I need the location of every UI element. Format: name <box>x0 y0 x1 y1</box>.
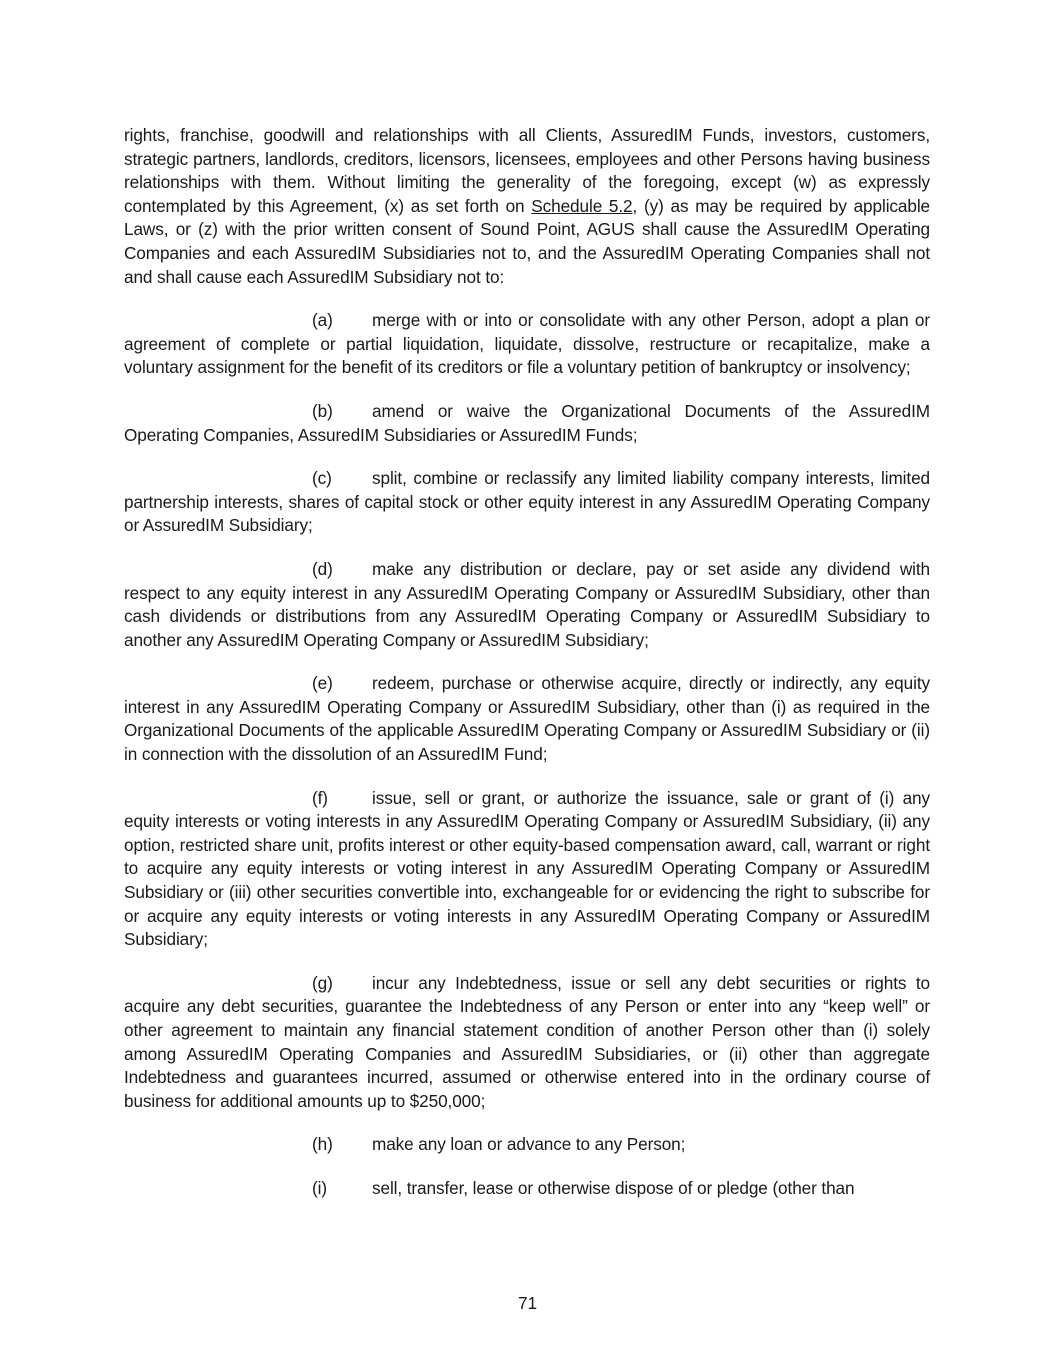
intro-text-part2: , (y) as may be required by applicable Laws, or (z) with the prior written consent of Sound Point, AGUS shall cause the AssuredIM Operating Companies and each AssuredIM Subsidiaries not to, and the AssuredIM Operating Companies shall not and shall cause each AssuredIM Subsidiary not to: <box>124 195 931 287</box>
clause-label: (e) <box>312 673 333 694</box>
page-number: 71 <box>517 1293 538 1313</box>
clause-text: amend or waive the Organizational Documents of the AssuredIM Operating Companies, AssuredIM Subsidiaries or AssuredIM Funds; <box>124 400 930 445</box>
schedule-reference: Schedule 5.2 <box>531 195 633 216</box>
document-body <box>124 124 930 1221</box>
clause-text: split, combine or reclassify any limited liability company interests, limited partnership interests, shares of capital stock or other equity interest in any AssuredIM Operating Company or AssuredIM Subsidiary; <box>124 468 930 536</box>
clause-a <box>124 309 930 380</box>
clause-text: issue, sell or grant, or authorize the issuance, sale or grant of (i) any equity interests or voting interests in any AssuredIM Operating Company or AssuredIM Subsidiary, (ii) any option, restricted share unit, profits interest or other equity-based compensation award, call, warrant or right to acquire any equity interests or voting interest in any AssuredIM Operating Company or AssuredIM Subsidiary or (iii) other securities convertible into, exchangeable for or evidencing the right to subscribe for or acquire any equity interests or voting interests in any AssuredIM Operating Company or AssuredIM Subsidiary; <box>124 787 930 950</box>
clause-label: (g) <box>312 972 333 993</box>
clause-e <box>124 672 930 766</box>
clause-text: redeem, purchase or otherwise acquire, directly or indirectly, any equity interest in any AssuredIM Operating Company or AssuredIM Subsidiary, other than (i) as required in the Organizational Documents of the applicable AssuredIM Operating Company or AssuredIM Subsidiary or (ii) in connection with the dissolution of an AssuredIM Fund; <box>124 673 930 765</box>
clause-i <box>124 1177 930 1201</box>
clause-g <box>124 972 930 1114</box>
intro-text-part1: rights, franchise, goodwill and relationships with all Clients, AssuredIM Funds, investors, customers, strategic partners, landlords, creditors, licensors, licensees, employees and other Persons having business relationships with them. Without limiting the generality of the foregoing, except (w) as expressly contemplated by this Agreement, (x) as set forth on <box>124 125 930 216</box>
clause-c <box>124 467 930 538</box>
clause-label: (d) <box>312 558 333 579</box>
clause-f <box>124 787 930 952</box>
clause-text: merge with or into or consolidate with any other Person, adopt a plan or agreement of complete or partial liquidation, liquidate, dissolve, restructure or recapitalize, make a voluntary assignment for the benefit of its creditors or file a voluntary petition of bankruptcy or insolvency; <box>124 310 930 378</box>
clause-b <box>124 400 930 447</box>
clause-label: (b) <box>312 400 333 421</box>
clause-label: (f) <box>312 787 328 808</box>
clause-label: (a) <box>312 310 333 331</box>
intro-paragraph <box>124 124 930 289</box>
clause-label: (h) <box>312 1134 333 1155</box>
clause-text: make any distribution or declare, pay or set aside any dividend with respect to any equity interest in any AssuredIM Operating Company or AssuredIM Subsidiary, other than cash dividends or distributions from any AssuredIM Operating Company or AssuredIM Subsidiary to another any AssuredIM Operating Company or AssuredIM Subsidiary; <box>124 558 930 650</box>
clause-label: (c) <box>312 468 332 489</box>
clause-label: (i) <box>312 1177 327 1198</box>
clause-text: make any loan or advance to any Person; <box>372 1134 686 1155</box>
clause-text: incur any Indebtedness, issue or sell any debt securities or rights to acquire any debt securities, guarantee the Indebtedness of any Person or enter into any “keep well” or other agreement to maintain any financial statement condition of another Person other than (i) solely among AssuredIM Operating Companies and AssuredIM Subsidiaries, or (ii) other than aggregate Indebtedness and guarantees incurred, assumed or otherwise entered into in the ordinary course of business for additional amounts up to $250,000; <box>124 972 930 1111</box>
clause-d <box>124 558 930 652</box>
clause-h <box>124 1133 930 1157</box>
clause-text: sell, transfer, lease or otherwise dispose of or pledge (other than <box>372 1177 855 1198</box>
